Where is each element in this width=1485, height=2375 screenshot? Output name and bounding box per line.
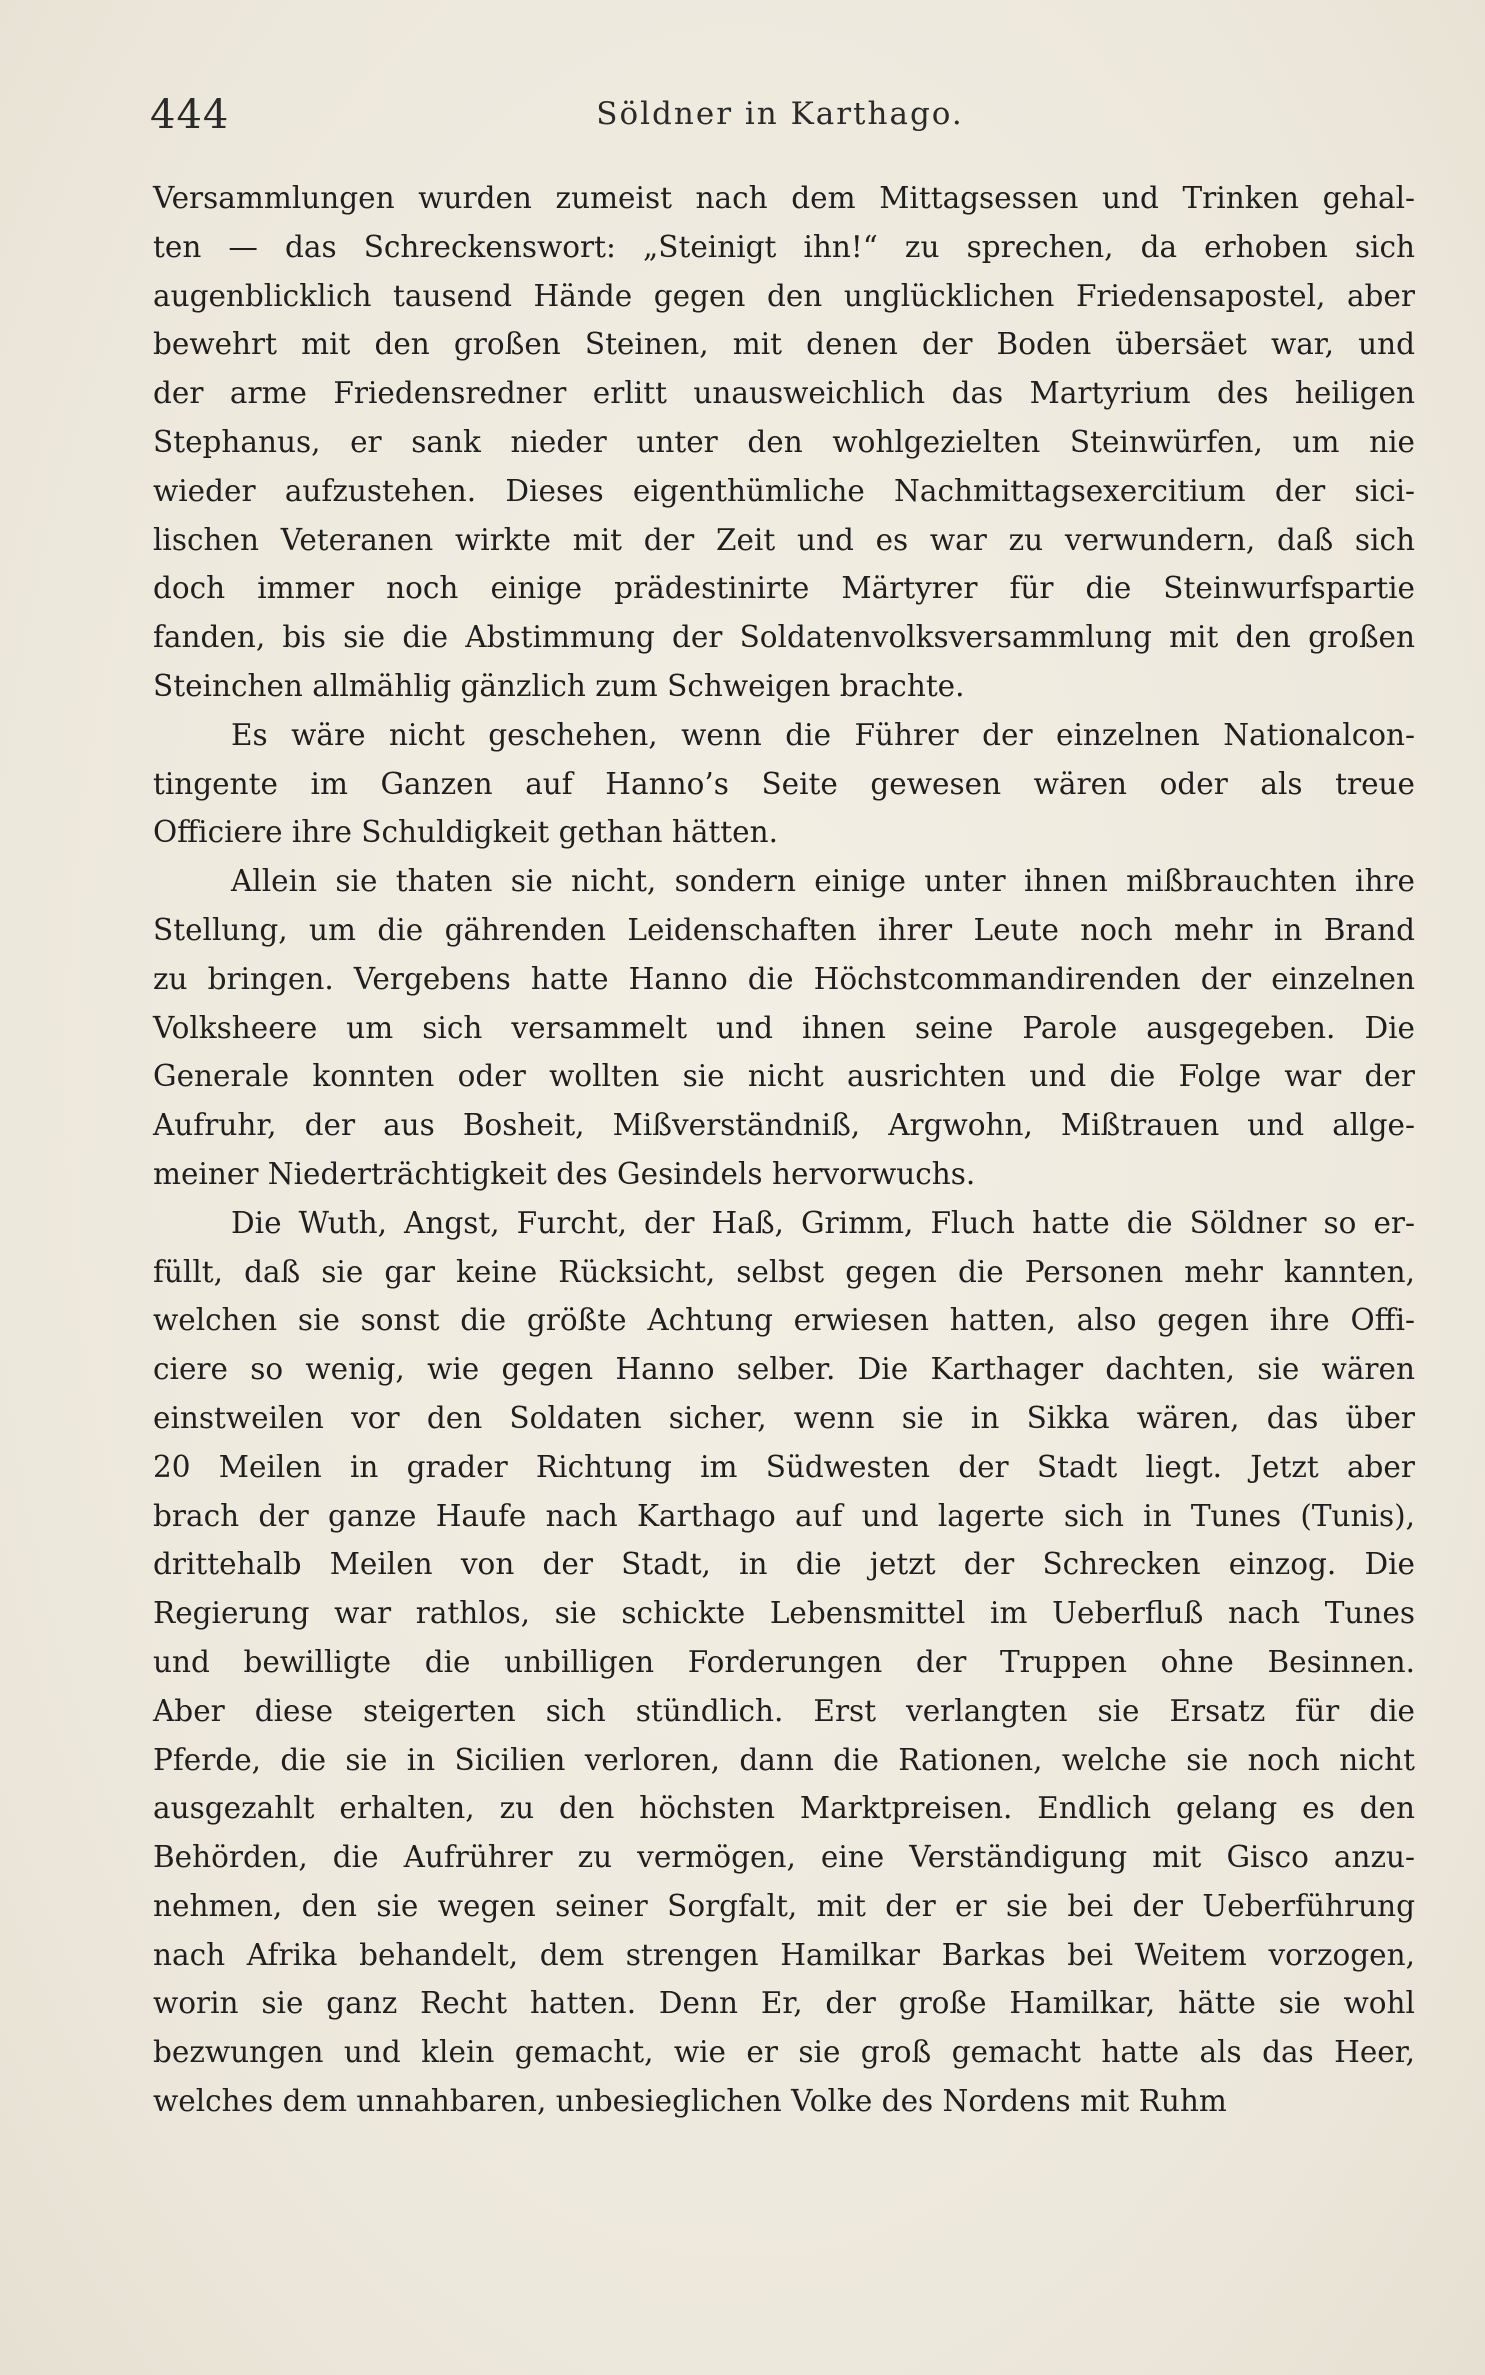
text-line: zu bringen. Vergebens hatte Hanno die Höchstcommandirenden der einzelnen <box>153 961 1415 996</box>
text-line: Aber diese steigerten sich stündlich. Erst verlangten sie Ersatz für die <box>153 1693 1415 1728</box>
paragraph <box>153 1199 1415 2126</box>
body-text <box>153 174 1415 2126</box>
text-line: brach der ganze Haufe nach Karthago auf und lagerte sich in Tunes (Tunis), <box>153 1498 1415 1533</box>
text-line: ausgezahlt erhalten, zu den höchsten Marktpreisen. Endlich gelang es den <box>153 1791 1415 1826</box>
text-line: meiner Niederträchtigkeit des Gesindels hervorwuchs. <box>153 1156 976 1191</box>
text-line: füllt, daß sie gar keine Rücksicht, selbst gegen die Personen mehr kannten, <box>153 1254 1415 1289</box>
page-header <box>150 92 1410 152</box>
text-line: bezwungen und klein gemacht, wie er sie groß gemacht hatte als das Heer, <box>153 2035 1415 2070</box>
text-line: Es wäre nicht geschehen, wenn die Führer der einzelnen Nationalcon- <box>231 717 1415 752</box>
text-line: Behörden, die Aufrührer zu vermögen, eine Verständigung mit Gisco anzu- <box>153 1840 1415 1875</box>
text-line: ciere so wenig, wie gegen Hanno selber. Die Karthager dachten, sie wären <box>153 1352 1415 1387</box>
text-line: lischen Veteranen wirkte mit der Zeit und es war zu verwundern, daß sich <box>153 522 1415 557</box>
text-line: fanden, bis sie die Abstimmung der Soldatenvolksversammlung mit den großen <box>153 620 1415 655</box>
text-line: einstweilen vor den Soldaten sicher, wenn sie in Sikka wären, das über <box>153 1400 1415 1435</box>
text-line: Steinchen allmählig gänzlich zum Schweigen brachte. <box>153 668 965 703</box>
text-line: Volksheere um sich versammelt und ihnen seine Parole ausgegeben. Die <box>153 1010 1415 1045</box>
text-line: worin sie ganz Recht hatten. Denn Er, der große Hamilkar, hätte sie wohl <box>153 1986 1415 2021</box>
text-line: nach Afrika behandelt, dem strengen Hamilkar Barkas bei Weitem vorzogen, <box>153 1937 1415 1972</box>
text-line: Die Wuth, Angst, Furcht, der Haß, Grimm, Fluch hatte die Söldner so er- <box>231 1205 1415 1240</box>
text-line: und bewilligte die unbilligen Forderungen der Truppen ohne Besinnen. <box>153 1644 1415 1679</box>
text-line: nehmen, den sie wegen seiner Sorgfalt, mit der er sie bei der Ueberführung <box>153 1888 1415 1923</box>
text-line: wieder aufzustehen. Dieses eigenthümliche Nachmittagsexercitium der sici- <box>153 473 1415 508</box>
text-line: bewehrt mit den großen Steinen, mit denen der Boden übersäet war, und <box>153 327 1415 362</box>
text-line: welches dem unnahbaren, unbesieglichen Volke des Nordens mit Ruhm <box>153 2084 1227 2119</box>
text-line: Officiere ihre Schuldigkeit gethan hätten. <box>153 815 778 850</box>
text-line: der arme Friedensredner erlitt unausweichlich das Martyrium des heiligen <box>153 376 1415 411</box>
text-line: Regierung war rathlos, sie schickte Lebensmittel im Ueberfluß nach Tunes <box>153 1596 1415 1631</box>
text-line: augenblicklich tausend Hände gegen den unglücklichen Friedensapostel, aber <box>153 278 1415 313</box>
text-line: Stephanus, er sank nieder unter den wohlgezielten Steinwürfen, um nie <box>153 424 1415 459</box>
text-line: 20 Meilen in grader Richtung im Südwesten der Stadt liegt. Jetzt aber <box>153 1449 1415 1484</box>
paragraph <box>153 857 1415 1199</box>
text-line: welchen sie sonst die größte Achtung erwiesen hatten, also gegen ihre Offi- <box>153 1303 1415 1338</box>
page-number: 444 <box>150 92 230 138</box>
text-line: doch immer noch einige prädestinirte Märtyrer für die Steinwurfspartie <box>153 571 1415 606</box>
text-line: Versammlungen wurden zumeist nach dem Mittagsessen und Trinken gehal- <box>153 181 1415 215</box>
text-line: Allein sie thaten sie nicht, sondern einige unter ihnen mißbrauchten ihre <box>231 864 1415 899</box>
paragraph <box>153 711 1415 857</box>
text-line: Pferde, die sie in Sicilien verloren, dann die Rationen, welche sie noch nicht <box>153 1742 1415 1777</box>
paragraph <box>153 174 1415 711</box>
text-line: Stellung, um die gährenden Leidenschaften ihrer Leute noch mehr in Brand <box>153 912 1415 947</box>
text-line: drittehalb Meilen von der Stadt, in die jetzt der Schrecken einzog. Die <box>153 1547 1415 1582</box>
text-line: tingente im Ganzen auf Hanno’s Seite gewesen wären oder als treue <box>153 766 1415 801</box>
text-line: Aufruhr, der aus Bosheit, Mißverständniß, Argwohn, Mißtrauen und allge- <box>153 1108 1415 1143</box>
running-title: Söldner in Karthago. <box>596 96 964 132</box>
text-line: Generale konnten oder wollten sie nicht ausrichten und die Folge war der <box>153 1059 1415 1094</box>
text-line: ten — das Schreckenswort: „Steinigt ihn!“ zu sprechen, da erhoben sich <box>153 229 1415 264</box>
